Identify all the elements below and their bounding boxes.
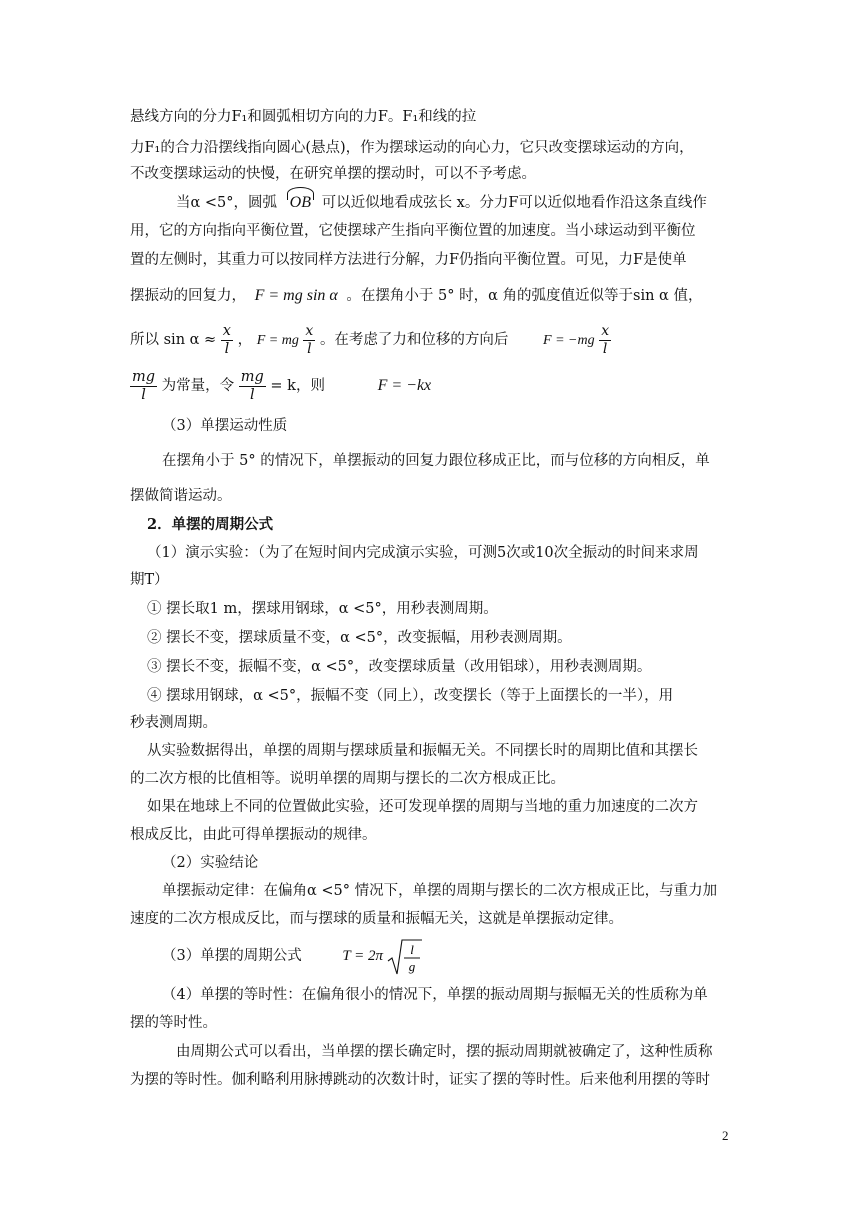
paragraph-line: 由周期公式可以看出，当单摆的摆长确定时，摆的振动周期就被确定了，这种性质称: [176, 1044, 713, 1060]
numerator: x: [305, 322, 314, 339]
paragraph-line: 单摆振动定律：在偏角α <5° 情况下，单摆的周期与摆长的二次方根成正比，与重力加: [162, 883, 718, 899]
arc-ob-symbol: OB: [289, 194, 311, 211]
sqrt-denominator: g: [408, 958, 416, 974]
denominator: l: [307, 340, 312, 357]
paragraph-line: 力F₁的合力沿摆线指向圆心(悬点)，作为摆球运动的向心力，它只改变摆球运动的方向，: [130, 140, 694, 156]
paragraph-line: [176, 193, 707, 213]
paragraph-line: 的二次方根的比值相等。说明单摆的周期与摆长的二次方根成正比。: [130, 771, 565, 787]
formula-period: [342, 936, 422, 977]
fraction-x-over-l: [303, 323, 315, 358]
fraction-mg-over-l: [239, 369, 266, 404]
formula-restoring-force: F = mg sin α: [254, 287, 338, 304]
sqrt-icon: [387, 937, 423, 977]
text-span: 。在考虑了力和位移的方向后: [319, 332, 509, 348]
list-item: ③ 摆长不变，振幅不变，α <5°，改变摆球质量（改用铝球），用秒表测周期。: [147, 659, 652, 675]
paragraph-line: （1）演示实验：（为了在短时间内完成演示实验，可测5次或10次全振动的时间来求周: [147, 545, 699, 561]
paragraph-line: 在摆角小于 5° 的情况下，单摆振动的回复力跟位移成正比，而与位移的方向相反，单: [162, 453, 710, 469]
text-span: 可以近似地看成弦长 x。分力F可以近似地看作沿这条直线作: [321, 195, 707, 211]
denominator: l: [249, 386, 255, 403]
numerator: x: [601, 322, 610, 339]
section-heading: 2．单摆的周期公式: [147, 516, 274, 533]
paragraph-line: 用，它的方向指向平衡位置，它使摆球产生指向平衡位置的加速度。当小球运动到平衡位: [130, 223, 696, 239]
text-span: 。在摆角小于 5° 时，α 角的弧度值近似等于sin α 值，: [346, 288, 703, 304]
paragraph-line: [130, 286, 702, 306]
paragraph-line: 不改变摆球运动的快慢，在研究单摆的摆动时，可以不予考虑。: [130, 166, 536, 182]
denominator: l: [602, 340, 608, 357]
paragraph-line: 速度的二次方根成反比，而与摆球的质量和振幅无关，这就是单摆振动定律。: [130, 911, 623, 927]
section-heading: （2）实验结论: [162, 855, 259, 871]
paragraph-line: （4）单摆的等时性：在偏角很小的情况下，单摆的振动周期与振幅无关的性质称为单: [162, 987, 708, 1003]
text-span: 摆振动的回复力，: [130, 288, 246, 304]
paragraph-line: 期T）: [130, 572, 169, 588]
formula-text: F = −mg: [543, 333, 595, 348]
formula-text: T = 2π: [342, 948, 384, 964]
numerator: mg: [132, 368, 156, 385]
paragraph-line: [162, 936, 423, 980]
numerator: mg: [240, 368, 264, 385]
paragraph-line: 根成反比，由此可得单摆振动的规律。: [130, 827, 377, 843]
fraction-x-over-l: [221, 323, 233, 358]
paragraph-line: 摆的等时性。: [130, 1015, 217, 1031]
paragraph-line: [130, 366, 431, 406]
fraction-x-over-l: [599, 323, 611, 358]
paragraph-line: 为摆的等时性。伽利略利用脉搏跳动的次数计时，证实了摆的等时性。后来他利用摆的等时: [130, 1072, 710, 1088]
list-item-continuation: 秒表测周期。: [130, 715, 217, 731]
formula-hooke: F = −kx: [377, 377, 432, 394]
text-span: ，: [237, 332, 253, 348]
text-span: 所以 sin α ≈: [130, 332, 217, 348]
text-span: 为常量，令: [161, 378, 235, 394]
paragraph-line: 摆做简谐运动。: [130, 488, 232, 504]
sqrt-numerator: l: [410, 941, 414, 957]
list-item: ④ 摆球用钢球，α <5°，振幅不变（同上），改变摆长（等于上面摆长的一半），用: [147, 688, 674, 704]
paragraph-line: 从实验数据得出，单摆的周期与摆球质量和振幅无关。不同摆长时的周期比值和其摆长: [147, 743, 698, 759]
paragraph-line: 置的左侧时，其重力可以按同样方法进行分解，力F仍指向平衡位置。可见，力F是使单: [130, 252, 687, 268]
page-number: 2: [722, 1128, 729, 1143]
denominator: l: [141, 386, 146, 403]
list-item: ① 摆长取1 m，摆球用钢球，α <5°，用秒表测周期。: [147, 601, 498, 617]
paragraph-line: [130, 320, 611, 360]
numerator: x: [222, 322, 231, 339]
section-heading: （3）单摆运动性质: [162, 418, 288, 434]
text-span: = k，则: [270, 378, 325, 394]
fraction-mg-over-l: [130, 369, 157, 404]
paragraph-line: 悬线方向的分力F₁和圆弧相切方向的力F。F₁和线的拉: [130, 109, 477, 125]
list-item: ② 摆长不变，摆球质量不变，α <5°，改变振幅，用秒表测周期。: [147, 630, 572, 646]
denominator: l: [224, 340, 230, 357]
formula-text: F = mg: [256, 333, 299, 348]
section-heading: （3）单摆的周期公式: [162, 948, 302, 964]
paragraph-line: 如果在地球上不同的位置做此实验，还可发现单摆的周期与当地的重力加速度的二次方: [147, 799, 698, 815]
text-span: 当α <5°，圆弧: [176, 195, 278, 211]
